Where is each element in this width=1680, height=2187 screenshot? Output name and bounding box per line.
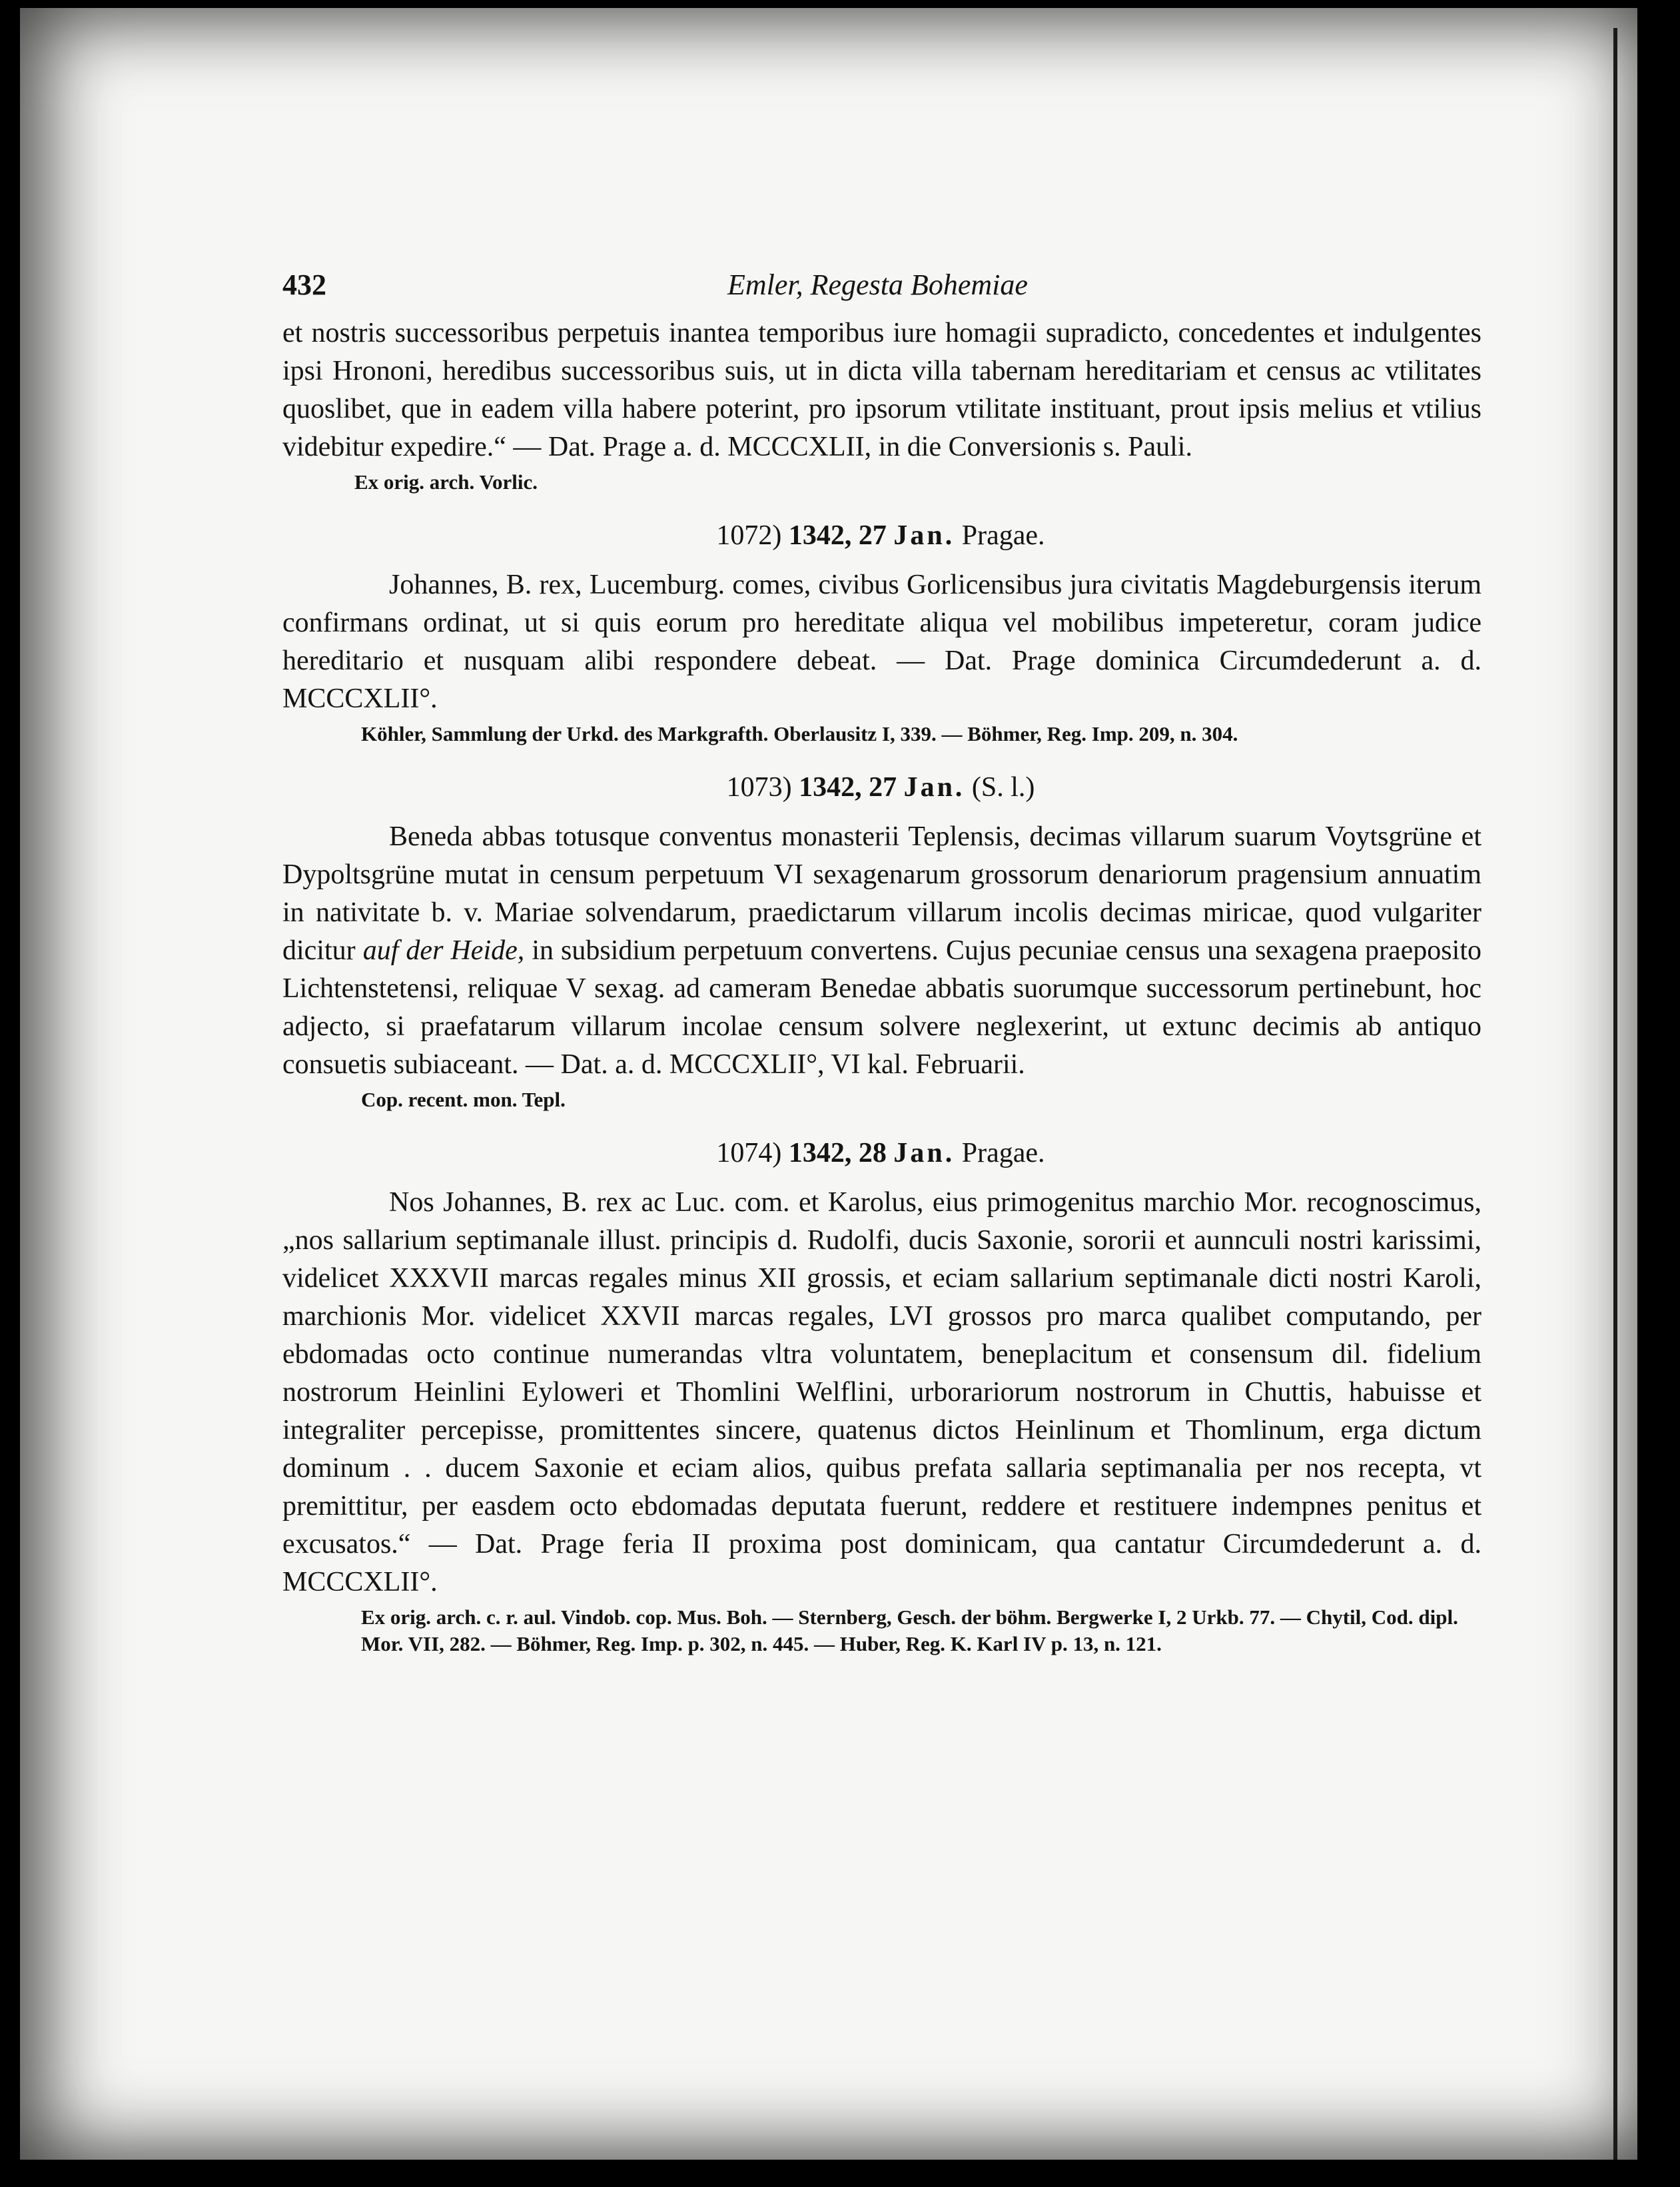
running-title: Emler, Regesta Bohemiae bbox=[727, 268, 1028, 301]
entry-text-1072: Johannes, B. rex, Lucemburg. comes, civibus Gorlicensibus jura civitatis Magdeburgensis iterum confirmans ordinat, ut si quis eorum pro hereditate aliqua vel mobilibus impeteretur, coram judice hereditario et nusquam alibi respondere debeat. — Dat. Prage dominica Circumdederunt a. d. MCCCXLII°. bbox=[282, 570, 1481, 714]
entry-month: Jan. bbox=[893, 1138, 955, 1168]
entry-heading-1074 bbox=[261, 1137, 1500, 1169]
entry-text-1073-part-1: Beneda abbas totusque conventus monasterii Teplensis, decimas villarum suarum Voytsgrüne et Dypoltsgrüne mutat in censum perpetuum VI sexagenarum grossorum denariorum pragensium annuatim in nativitate b. v. Mariae solvendarum, praedictarum villarum incolis decimas miricae, quod vulgariter dicitur bbox=[282, 821, 1481, 966]
entry-text-1073-italic: auf der Heide, bbox=[362, 935, 525, 966]
entry-text-1073-part-2: in subsidium perpetuum convertens. Cujus pecuniae census una sexagena praeposito Lichtenstetensi, reliquae V sexag. ad cameram Benedae abbatis suorumque successorum pertinebunt, hoc adjecto, si praefatarum villarum incolae censum solvere neglexerint, ut extunc decimis ab antiquo consuetis subiaceant. — Dat. a. d. MCCCXLII°, VI kal. Februarii. bbox=[282, 935, 1481, 1080]
entry-month: Jan. bbox=[893, 520, 955, 551]
entry-month: Jan. bbox=[903, 772, 965, 803]
entry-source-1072: Köhler, Sammlung der Urkd. des Markgrafth. Oberlausitz I, 339. — Böhmer, Reg. Imp. 209, n. 304. bbox=[361, 722, 1238, 745]
entry-heading-1072 bbox=[261, 520, 1500, 552]
entry-source-1073: Cop. recent. mon. Tepl. bbox=[361, 1088, 566, 1111]
entry-source-1074: Ex orig. arch. c. r. aul. Vindob. cop. Mus. Boh. — Sternberg, Gesch. der böhm. Bergwerke I, 2 Urkb. 77. — Chytil, Cod. dipl. Mor. VII, 282. — Böhmer, Reg. Imp. p. 302, n. 445. — Huber, Reg. K. Karl IV p. 13, n. 121. bbox=[361, 1605, 1458, 1655]
entry-date: 1342, 28 bbox=[788, 1138, 887, 1168]
entry-place: Pragae. bbox=[961, 1138, 1045, 1168]
continuation-text: et nostris successoribus perpetuis inantea temporibus iure homagii supradicto, concedentes et indulgentes ipsi Hrononi, heredibus successoribus suis, ut in dicta villa tabernam hereditariam et census ac vtilitates quoslibet, que in eadem villa habere poterint, pro ipsorum vtilitate instituant, prout ipsis melius et vtilius videbitur expedire.“ — Dat. Prage a. d. MCCCXLII, in die Conversionis s. Pauli. bbox=[282, 318, 1481, 462]
page-content bbox=[261, 268, 1500, 1657]
entry-number: 1073) bbox=[726, 772, 792, 803]
entry-number: 1072) bbox=[716, 520, 782, 551]
entry-date: 1342, 27 bbox=[799, 772, 897, 803]
entry-place: (S. l.) bbox=[971, 772, 1035, 803]
page-number: 432 bbox=[282, 268, 326, 301]
running-head bbox=[261, 268, 1500, 314]
entry-place: Pragae. bbox=[961, 520, 1045, 551]
entry-text-1074: Nos Johannes, B. rex ac Luc. com. et Karolus, eius primogenitus marchio Mor. recognoscimus, „nos sallarium septimanale illust. principis d. Rudolfi, ducis Saxonie, sororii et aunnculi nostri karissimi, videlicet XXXVII marcas regales minus XII grossis, et eciam sallarium septimanale dicti nostri Karoli, marchionis Mor. videlicet XXVII marcas regales, LVI grossos pro marca qualibet computando, per ebdomadas octo continue numerandas vltra voluntatem, beneplacitum et consensum dil. fidelium nostrorum Heinlini Eyloweri et Thomlini Welflini, urborariorum nostrorum in Chuttis, habuisse et integraliter percepisse, promittentes sincere, quatenus dictos Heinlinum et Thomlinum, erga dictum dominum . . ducem Saxonie et eciam alios, quibus prefata sallaria septimanalia per nos recepta, vt premittitur, per easdem octo ebdomadas deputata fuerunt, reddere et restituere indempnes penitus et excusatos.“ — Dat. Prage feria II proxima post dominicam, qua cantatur Circumdederunt a. d. MCCCXLII°. bbox=[282, 1187, 1481, 1597]
entry-text-1073 bbox=[282, 818, 1481, 1084]
entry-heading-1073 bbox=[261, 771, 1500, 803]
page-edge-line bbox=[1613, 28, 1617, 2160]
entry-date: 1342, 27 bbox=[788, 520, 887, 551]
entry-number: 1074) bbox=[716, 1138, 782, 1168]
continuation-source: Ex orig. arch. Vorlic. bbox=[354, 470, 538, 494]
scanned-page bbox=[20, 8, 1637, 2160]
